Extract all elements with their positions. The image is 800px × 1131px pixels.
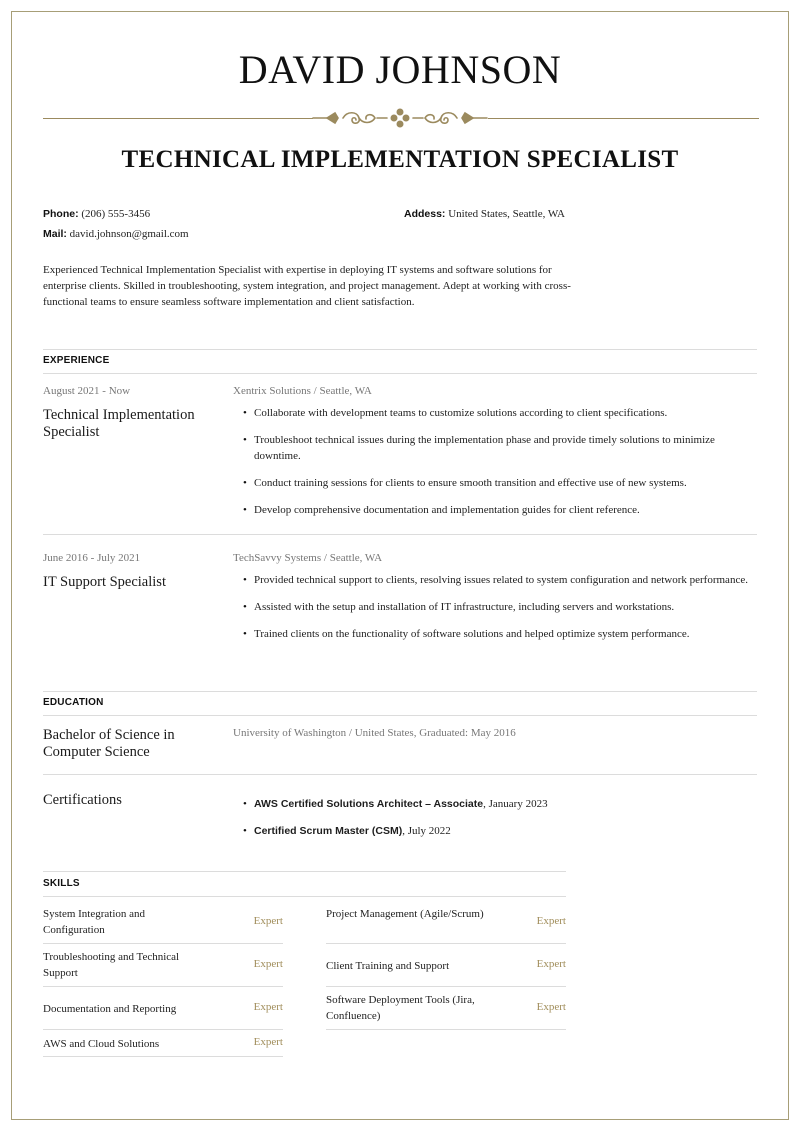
- certification-item: [243, 823, 755, 839]
- address-label: Addess:: [404, 208, 446, 220]
- job-dates: August 2021 - Now: [43, 385, 131, 397]
- skill-divider: [43, 1056, 283, 1057]
- education-heading: EDUCATION: [43, 697, 104, 708]
- section-divider: [43, 871, 566, 872]
- job-company: Xentrix Solutions / Seattle, WA: [233, 385, 372, 397]
- skill-divider: [326, 943, 566, 944]
- divider-right: [488, 118, 759, 119]
- contact-phone: [43, 208, 150, 220]
- phone-value: (206) 555-3456: [81, 208, 151, 220]
- certification-name: Certified Scrum Master (CSM): [254, 825, 403, 837]
- address-value: United States, Seattle, WA: [448, 208, 565, 220]
- skill-name: Software Deployment Tools (Jira, Confluence): [326, 994, 475, 1022]
- phone-label: Phone:: [43, 208, 79, 220]
- section-divider: [43, 715, 757, 716]
- mail-label: Mail:: [43, 228, 67, 240]
- skill-level: Expert: [536, 915, 566, 927]
- contact-address: [404, 208, 565, 220]
- profile-summary: Experienced Technical Implementation Specialist with expertise in deploying IT systems and software solutions for enterprise clients. Skilled in troubleshooting, system integration, and project management. Adept at working with cross-functional teams to ensure seamless software implementation and client satisfaction.: [43, 264, 571, 309]
- skill-divider: [326, 986, 566, 987]
- skills-heading: SKILLS: [43, 878, 80, 889]
- job-bullet: • Provided technical support to clients, resolving issues related to system configuration and network performance.: [243, 572, 755, 588]
- section-divider: [43, 373, 757, 374]
- experience-heading: EXPERIENCE: [43, 355, 110, 366]
- skill-name: Client Training and Support: [326, 960, 450, 972]
- skill-level: Expert: [536, 958, 566, 970]
- job-dates: June 2016 - July 2021: [43, 552, 141, 564]
- mail-value: david.johnson@gmail.com: [69, 228, 189, 240]
- skill-divider: [43, 986, 283, 987]
- certifications-heading: Certifications: [43, 792, 122, 808]
- school: University of Washington / United States, Graduated: May 2016: [233, 727, 516, 739]
- divider-left: [43, 118, 313, 119]
- skill-name: Project Management (Agile/Scrum): [326, 908, 484, 920]
- skill-level: Expert: [253, 1001, 283, 1013]
- skill-divider: [43, 943, 283, 944]
- job-bullets: [243, 572, 755, 653]
- skill-name: Documentation and Reporting: [43, 1003, 177, 1015]
- skill-level: Expert: [253, 915, 283, 927]
- certification-date: , January 2023: [483, 798, 548, 810]
- skill-name: AWS and Cloud Solutions: [43, 1038, 160, 1050]
- section-divider: [43, 691, 757, 692]
- certification-list: [243, 796, 755, 850]
- job-company: TechSavvy Systems / Seattle, WA: [233, 552, 383, 564]
- certification-item: [243, 796, 755, 812]
- job-bullet: • Assisted with the setup and installation of IT infrastructure, including servers and workstations.: [243, 599, 755, 615]
- skill-name: System Integration and Configuration: [43, 908, 146, 936]
- certification-name: AWS Certified Solutions Architect – Associate: [254, 798, 484, 810]
- contact-mail: [43, 228, 189, 240]
- job-bullet: • Trained clients on the functionality of software solutions and helped optimize system performance.: [243, 626, 755, 642]
- job-bullet: • Develop comprehensive documentation and implementation guides for client reference.: [243, 502, 755, 518]
- job-title: TECHNICAL IMPLEMENTATION SPECIALIST: [121, 146, 679, 173]
- skill-divider: [43, 1029, 283, 1030]
- section-divider: [43, 774, 757, 775]
- skill-level: Expert: [253, 1036, 283, 1048]
- skill-divider: [326, 1029, 566, 1030]
- section-divider: [43, 349, 757, 350]
- skill-level: Expert: [536, 1001, 566, 1013]
- job-bullets: [243, 405, 755, 529]
- job-bullet: • Troubleshoot technical issues during the implementation phase and provide timely solutions to minimize downtime.: [243, 432, 755, 464]
- job-role: IT Support Specialist: [43, 574, 166, 590]
- job-divider: [43, 534, 757, 535]
- certification-date: , July 2022: [402, 825, 451, 837]
- ornament-flourish-icon: [305, 105, 495, 131]
- candidate-name: DAVID JOHNSON: [238, 47, 562, 92]
- skill-level: Expert: [253, 958, 283, 970]
- job-role: Technical Implementation Specialist: [43, 407, 195, 440]
- job-bullet: • Conduct training sessions for clients to ensure smooth transition and effective use of new systems.: [243, 475, 755, 491]
- skill-name: Troubleshooting and Technical Support: [43, 951, 180, 979]
- job-bullet: • Collaborate with development teams to customize solutions according to client specifications.: [243, 405, 755, 421]
- degree: Bachelor of Science in Computer Science: [43, 727, 175, 760]
- section-divider: [43, 896, 566, 897]
